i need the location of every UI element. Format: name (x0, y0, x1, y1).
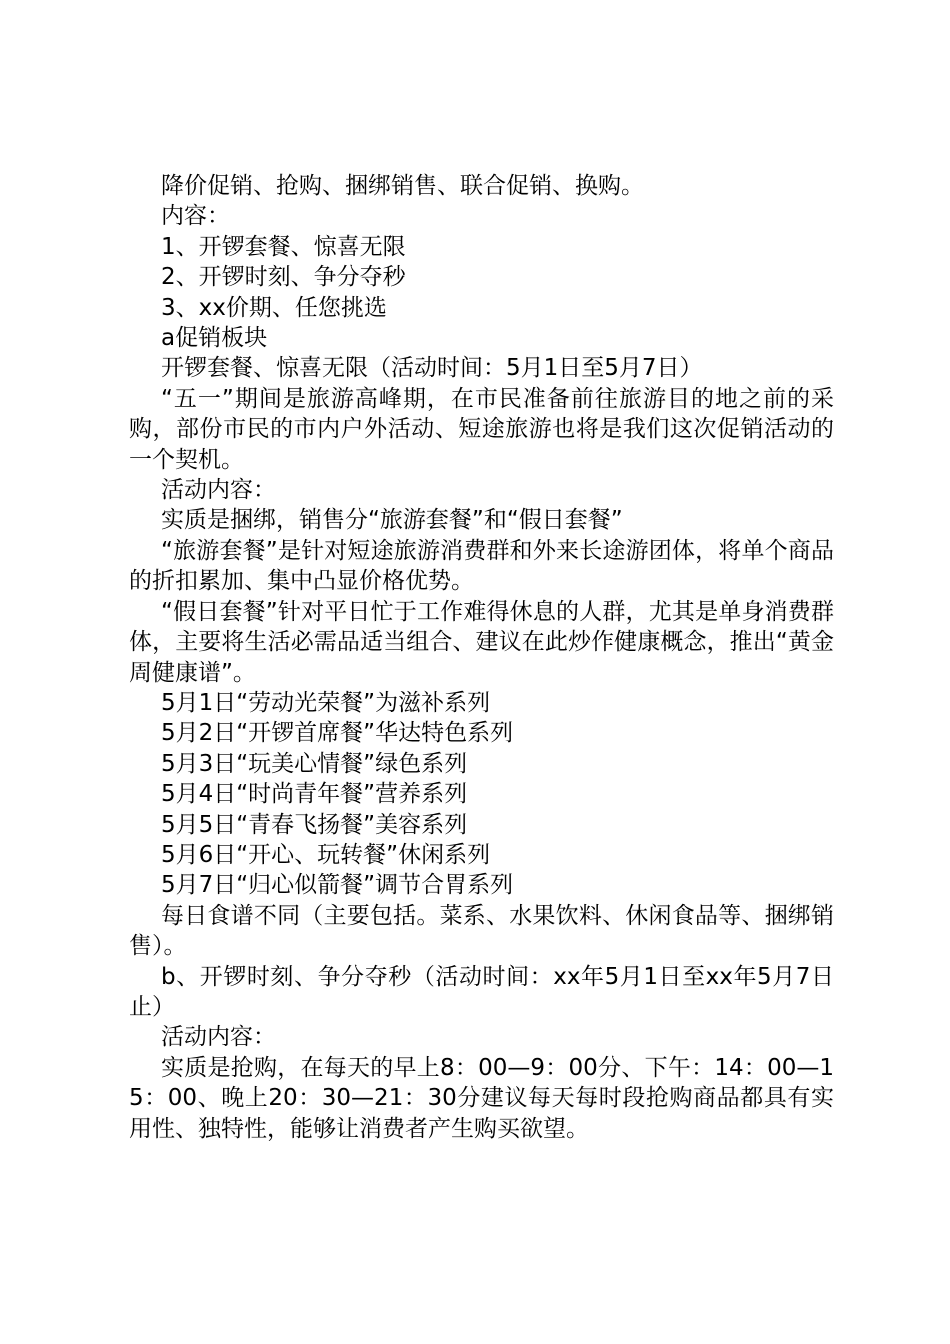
section-b-title: b、开锣时刻、争分夺秒（活动时间：xx年5月1日至xx年5月7日止） (129, 963, 835, 1020)
document-body (129, 171, 834, 1144)
menu-day-2: 5月2日“开锣首席餐”华达特色系列 (161, 720, 514, 747)
menu-day-1: 5月1日“劳动光荣餐”为滋补系列 (161, 689, 491, 716)
section-a-title: 开锣套餐、惊喜无限（活动时间：5月1日至5月7日） (161, 355, 703, 382)
paragraph-holiday-package: “假日套餐”针对平日忙于工作难得休息的人群，尤其是单身消费群体，主要将生活必需品适当组合、建议在此炒作健康概念，推出“黄金周健康谱”。 (129, 598, 834, 686)
paragraph-flash-sale: 实质是抢购，在每天的早上8：00—9：00分、下午：14：00—15：00、晚上20：30—21：30分建议每天每时段抢购商品都具有实用性、独特性，能够让消费者产生购买欲望。 (129, 1054, 834, 1142)
activity-content-label: 活动内容： (161, 477, 276, 504)
menu-day-3: 5月3日“玩美心情餐”绿色系列 (161, 750, 468, 777)
paragraph-may-day: “五一”期间是旅游高峰期，在市民准备前往旅游目的地之前的采购，部份市民的市内户外活动、短途旅游也将是我们这次促销活动的一个契机。 (129, 385, 834, 473)
paragraph-promo-methods: 降价促销、抢购、捆绑销售、联合促销、换购。 (161, 173, 644, 199)
activity-content-label-b: 活动内容： (161, 1024, 276, 1051)
paragraph-bundle: 实质是捆绑，销售分“旅游套餐”和“假日套餐” (161, 507, 623, 534)
list-item-1: 1、开锣套餐、惊喜无限 (161, 233, 406, 260)
section-a-heading: a促销板块 (161, 325, 268, 352)
menu-day-7: 5月7日“归心似箭餐”调节合胃系列 (161, 872, 514, 899)
paragraph-travel-package: “旅游套餐”是针对短途旅游消费群和外来长途游团体，将单个商品的折扣累加、集中凸显价格优势。 (129, 537, 834, 595)
menu-day-6: 5月6日“开心、玩转餐”休闲系列 (161, 841, 491, 868)
list-item-2: 2、开锣时刻、争分夺秒 (161, 264, 406, 291)
list-item-3: 3、xx价期、任您挑选 (161, 294, 387, 321)
menu-day-4: 5月4日“时尚青年餐”营养系列 (161, 781, 468, 808)
paragraph-content-heading: 内容： (161, 203, 230, 230)
paragraph-daily-menu: 每日食谱不同（主要包括。菜系、水果饮料、休闲食品等、捆绑销售）。 (129, 902, 834, 960)
menu-day-5: 5月5日“青春飞扬餐”美容系列 (161, 811, 468, 838)
